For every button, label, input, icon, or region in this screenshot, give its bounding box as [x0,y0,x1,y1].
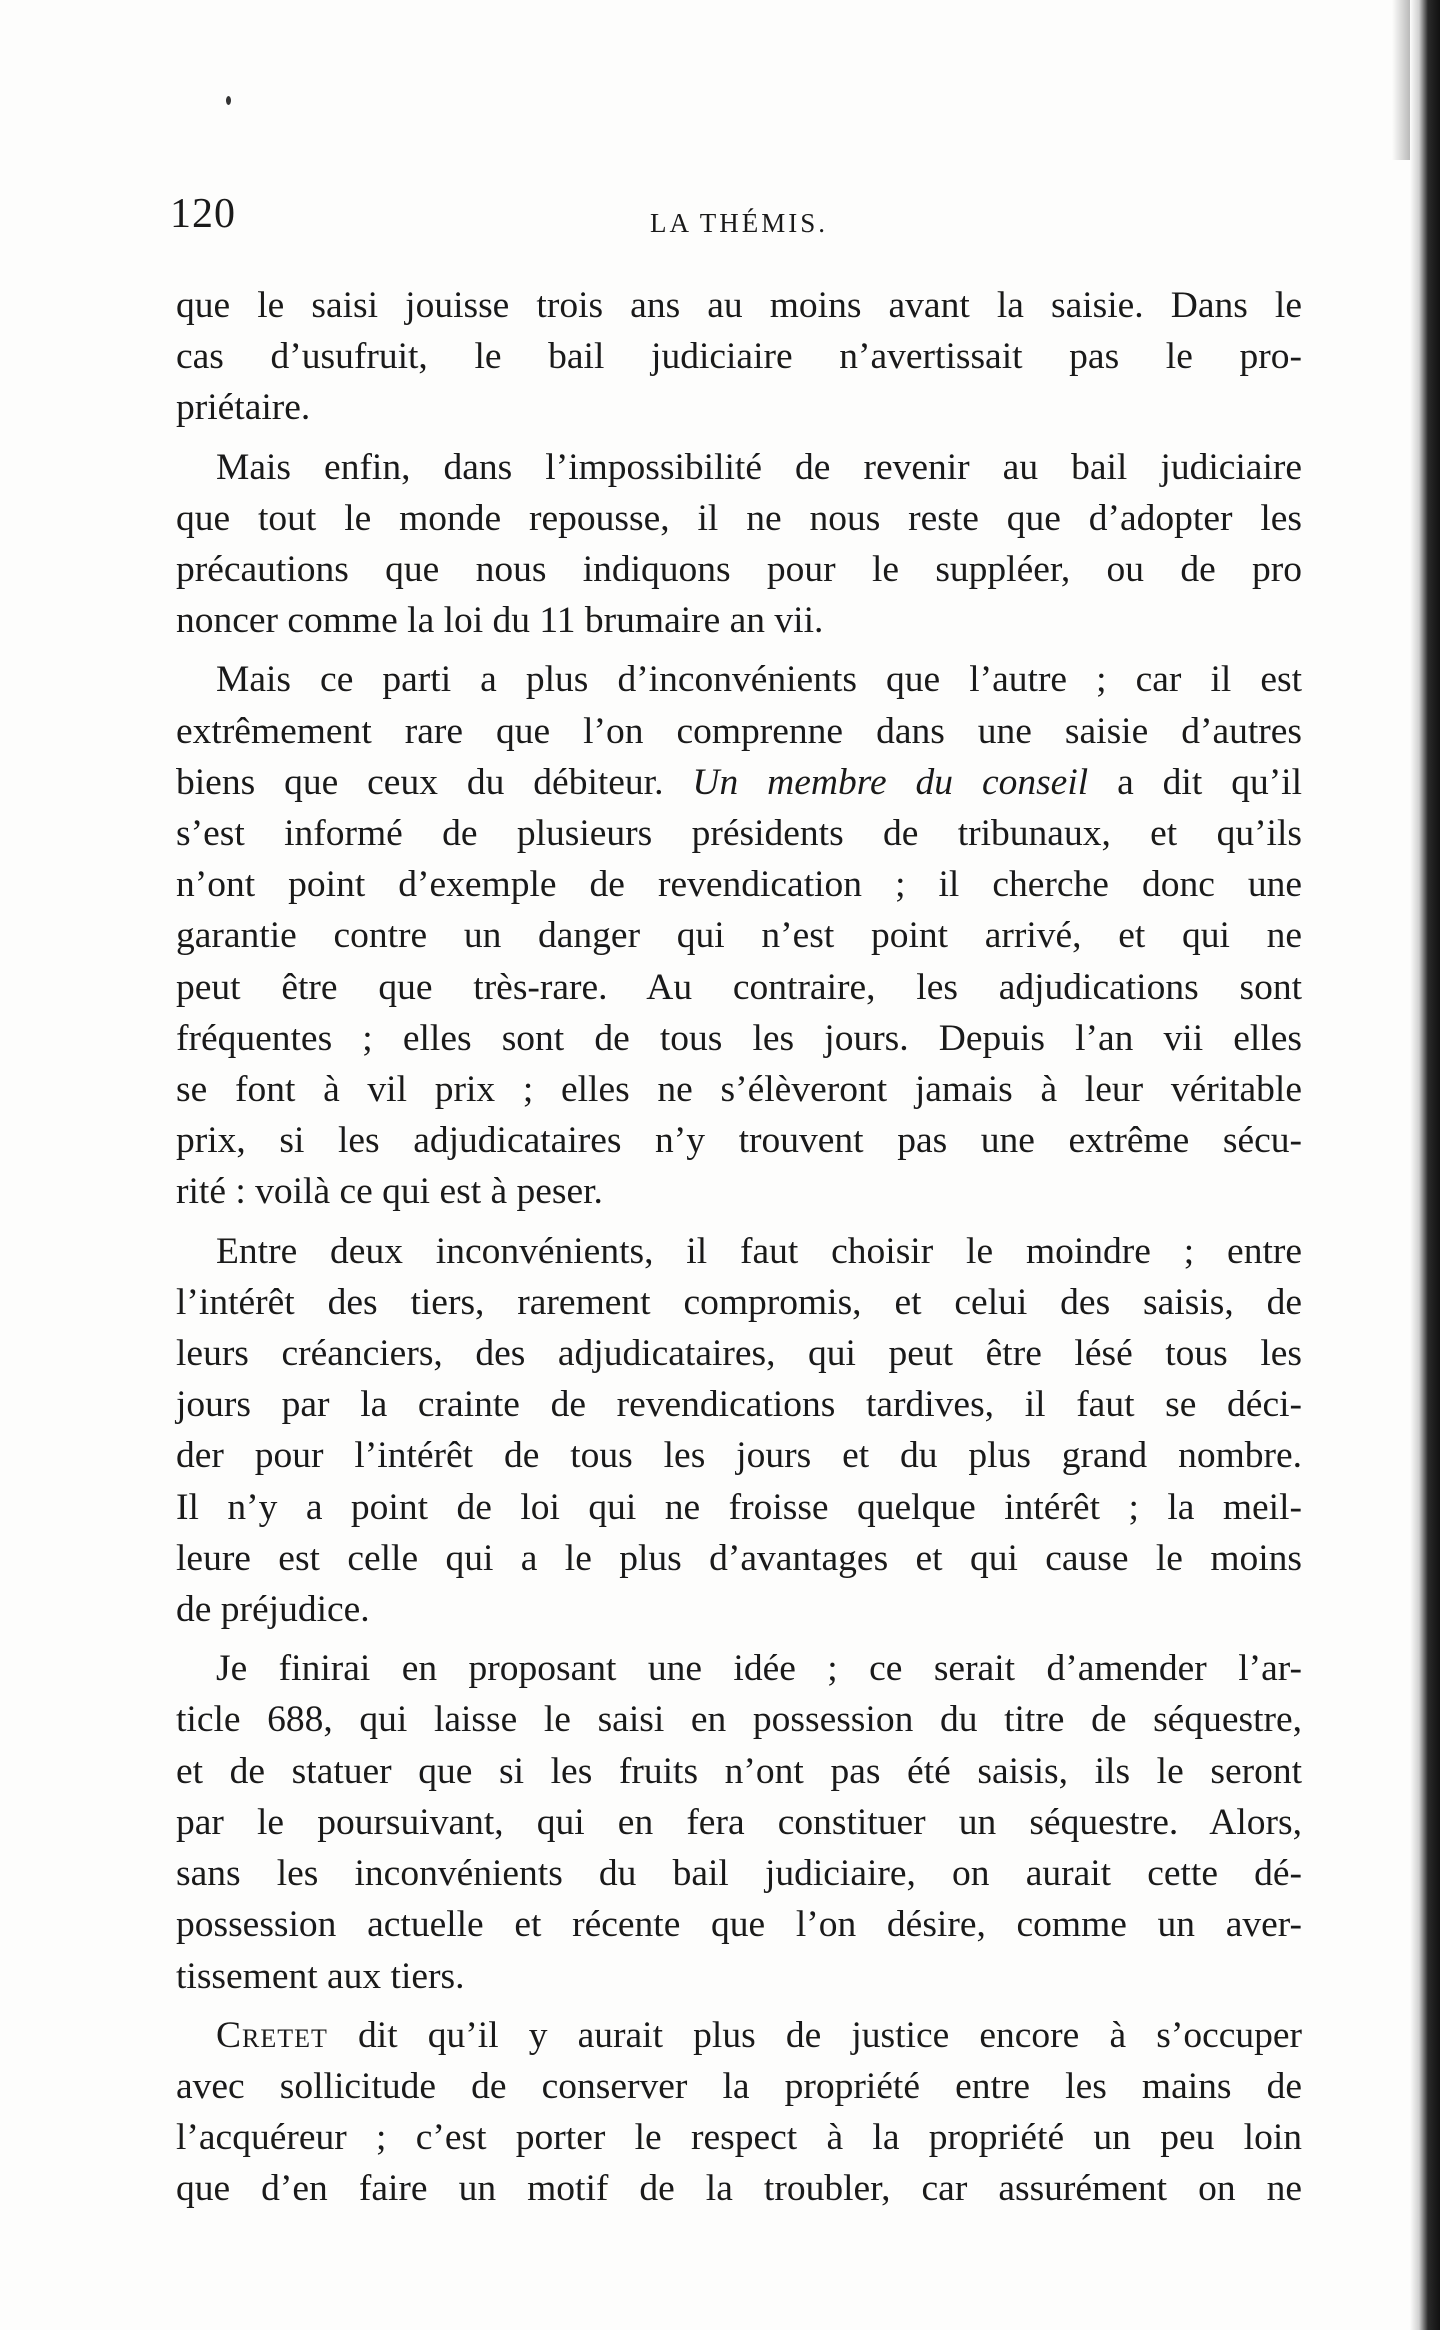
text-line: der pour l’intérêt de tous les jours et du plus grand nombre. [176,1435,1302,1477]
paragraph-3 [176,654,1302,1217]
text-line: leure est celle qui a le plus d’avantages et qui cause le moins [176,1537,1302,1579]
running-title: LA THÉMIS. [650,208,829,238]
page-edge-shadow-top [1392,0,1410,160]
text-line: rité : voilà ce qui est à peser. [176,1171,603,1213]
text-fragment: a dit qu’il [1117,761,1303,803]
paragraph-4 [176,1226,1302,1636]
paragraph-6 [176,2010,1302,2215]
text-line: cas d’usufruit, le bail judiciaire n’avertissait pas le pro- [176,336,1302,378]
text-line: n’ont point d’exemple de revendication ; il cherche donc une [176,864,1302,906]
text-line: garantie contre un danger qui n’est point arrivé, et qui ne [176,915,1302,957]
paragraph-2 [176,442,1302,647]
text-line: que le saisi jouisse trois ans au moins avant la saisie. Dans le [176,285,1302,326]
text-fragment: biens que ceux du débiteur. [176,761,664,803]
text-line: avec sollicitude de conserver la propriété entre les mains de [176,2065,1302,2107]
text-line: Mais ce parti a plus d’inconvénients que l’autre ; car il est [216,659,1302,701]
text-line: se font à vil prix ; elles ne s’élèveront jamais à leur véritable [176,1069,1302,1111]
ink-speck [226,96,231,105]
text-line: extrêmement rare que l’on comprenne dans une saisie d’autres [176,710,1302,752]
page-edge-shadow [1410,0,1440,2330]
text-line: s’est informé de plusieurs présidents de tribunaux, et qu’ils [176,813,1302,855]
text-line: ticle 688, qui laisse le saisi en possession du titre de séquestre, [176,1699,1302,1741]
text-line: tissement aux tiers. [176,1955,465,1997]
page-number: 120 [170,191,236,237]
text-line-with-speaker [176,2010,1302,2061]
emphasis-text: Un membre du conseil [692,761,1089,803]
text-line: Mais enfin, dans l’impossibilité de revenir au bail judiciaire [216,446,1302,488]
body-text [176,280,1302,2223]
text-line: priétaire. [176,387,311,429]
text-line: jours par la crainte de revendications tardives, il faut se déci- [176,1384,1302,1426]
text-line: leurs créanciers, des adjudicataires, qui peut être lésé tous les [176,1333,1302,1375]
text-line: l’acquéreur ; c’est porter le respect à la propriété un peu loin [176,2117,1302,2159]
text-line: sans les inconvénients du bail judiciaire, on aurait cette dé- [176,1853,1302,1895]
text-line: fréquentes ; elles sont de tous les jours. Depuis l’an vii elles [176,1017,1302,1059]
text-line: noncer comme la loi du 11 brumaire an vii. [176,600,824,642]
text-line: par le poursuivant, qui en fera constituer un séquestre. Alors, [176,1801,1302,1843]
text-line: de préjudice. [176,1589,370,1631]
text-line: possession actuelle et récente que l’on désire, comme un aver- [176,1904,1302,1946]
text-line: que tout le monde repousse, il ne nous reste que d’adopter les [176,497,1302,539]
text-line: prix, si les adjudicataires n’y trouvent pas une extrême sécu- [176,1120,1302,1162]
text-line: Je finirai en proposant une idée ; ce serait d’amender l’ar- [216,1648,1302,1690]
text-line: Il n’y a point de loi qui ne froisse quelque intérêt ; la meil- [176,1486,1302,1528]
text-line: et de statuer que si les fruits n’ont pas été saisis, ils le seront [176,1750,1302,1792]
text-line: peut être que très-rare. Au contraire, les adjudications sont [176,966,1302,1008]
page-header [170,190,1300,250]
text-line: précautions que nous indiquons pour le suppléer, ou de pro [176,549,1302,591]
speaker-name: Cretet [216,2014,328,2056]
text-fragment: dit qu’il y aurait plus de justice encore à s’occuper [358,2014,1303,2056]
text-line: Entre deux inconvénients, il faut choisir le moindre ; entre [216,1230,1302,1272]
text-line: l’intérêt des tiers, rarement compromis, et celui des saisis, de [176,1281,1302,1323]
paragraph-5 [176,1643,1302,2001]
text-line: que d’en faire un motif de la troubler, car assurément on ne [176,2168,1302,2210]
paragraph-1 [176,280,1302,434]
text-line-with-emphasis [176,757,1302,808]
